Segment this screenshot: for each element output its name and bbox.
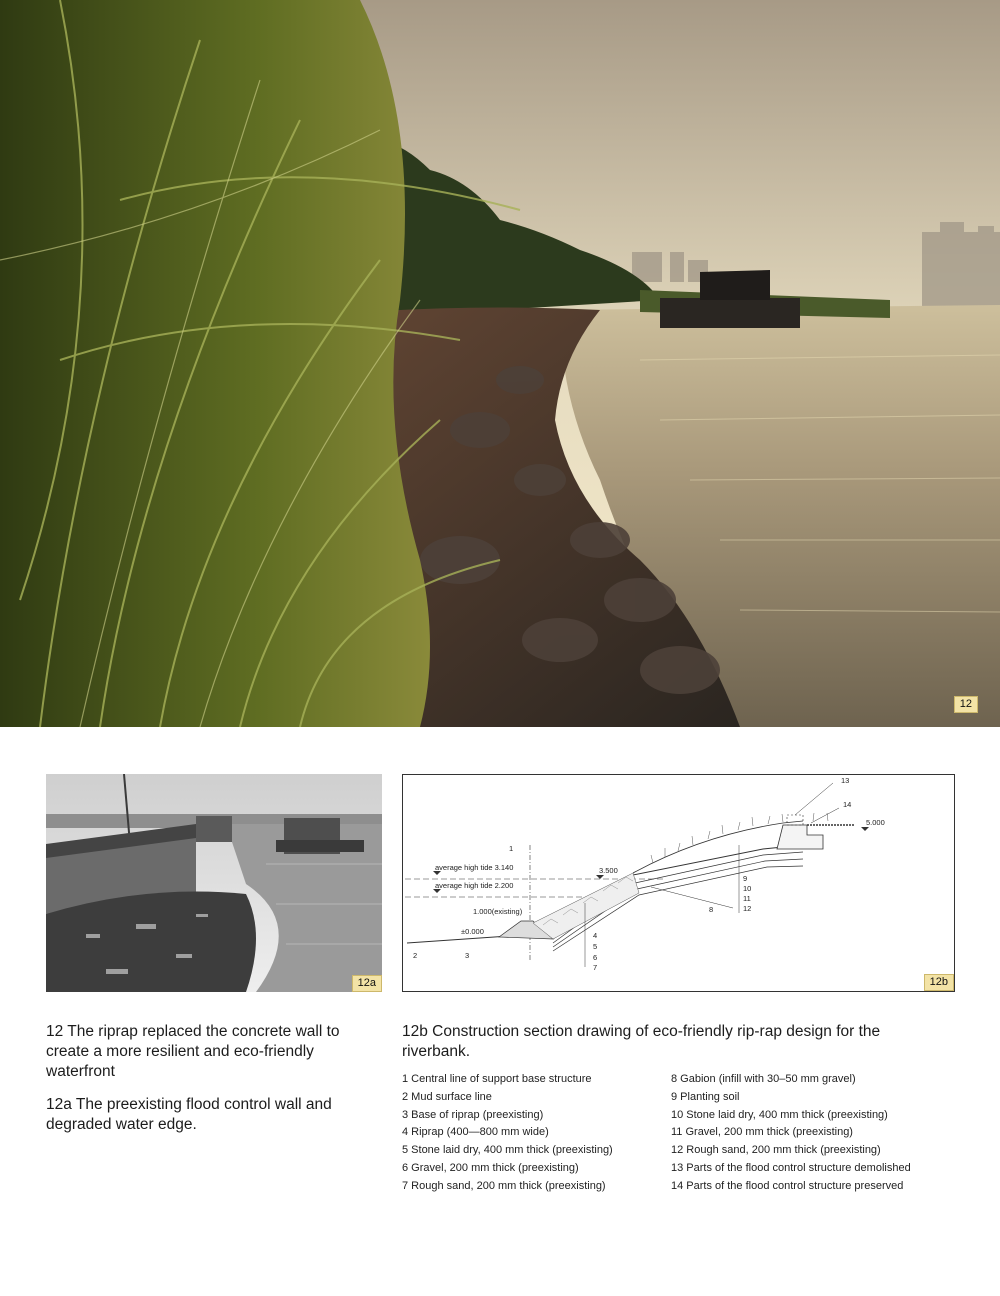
- legend-item: 7 Rough sand, 200 mm thick (preexisting): [402, 1179, 606, 1192]
- figure-tag-12b: 12b: [924, 974, 954, 991]
- drawing-label-5: 5: [593, 942, 598, 951]
- legend-item: 11 Gravel, 200 mm thick (preexisting): [671, 1126, 853, 1139]
- legend-item: 8 Gabion (infill with 30–50 mm gravel): [671, 1073, 856, 1085]
- drawing-label-3: 3: [465, 951, 470, 960]
- legend-item: 9 Planting soil: [671, 1090, 740, 1103]
- figure-tag-12: 12: [954, 696, 978, 713]
- drawing-label-12: 12: [743, 904, 752, 913]
- legend-item: 6 Gravel, 200 mm thick (preexisting): [402, 1161, 579, 1174]
- flood-structure-preserved: [777, 825, 823, 849]
- drawing-label-10: 10: [743, 884, 752, 893]
- caption-12: 12 The riprap replaced the concrete wall to create a more resilient and eco-friendly waterfront: [46, 1023, 340, 1080]
- legend-item: 3 Base of riprap (preexisting): [402, 1108, 544, 1121]
- photo-12a: [46, 774, 382, 992]
- flood-structure-demolished: [787, 815, 803, 825]
- legend-left: [402, 1071, 662, 1196]
- drawing-label-1: 1: [509, 844, 514, 853]
- legend-item: 14 Parts of the flood control structure preserved: [671, 1179, 904, 1192]
- level-crest: 3.500: [599, 866, 618, 875]
- level-zero: ±0.000: [461, 927, 484, 936]
- legend-item: 12 Rough sand, 200 mm thick (preexisting): [671, 1144, 881, 1157]
- level-existing: 1.000(existing): [473, 907, 523, 916]
- level-high-tide-1: average high tide 3.140: [435, 863, 514, 872]
- level-top: 5.000: [866, 818, 885, 827]
- legend-item: 10 Stone laid dry, 400 mm thick (preexisting): [671, 1108, 888, 1121]
- drawing-label-7: 7: [593, 963, 598, 972]
- level-high-tide-2: average high tide 2.200: [435, 881, 514, 890]
- legend-item: 5 Stone laid dry, 400 mm thick (preexisting): [402, 1144, 613, 1157]
- legend-item: 2 Mud surface line: [402, 1090, 492, 1103]
- drawing-label-8: 8: [709, 905, 714, 914]
- drawing-label-6: 6: [593, 953, 598, 962]
- legend-item: 13 Parts of the flood control structure demolished: [671, 1161, 911, 1174]
- section-drawing-12b: [402, 774, 955, 992]
- drawing-label-11: 11: [743, 894, 751, 903]
- legend-right: [671, 1071, 961, 1196]
- flood-wall-photo-illustration: [46, 774, 382, 992]
- caption-12a: 12a The preexisting flood control wall and degraded water edge.: [46, 1096, 332, 1133]
- drawing-label-14: 14: [843, 800, 852, 809]
- figure-tag-12a: 12a: [352, 975, 382, 992]
- drawing-label-2: 2: [413, 951, 418, 960]
- drawing-label-13: 13: [841, 776, 850, 785]
- riprap-section-drawing: [403, 775, 955, 992]
- caption-12b: 12b Construction section drawing of eco-friendly rip-rap design for the riverbank.: [402, 1023, 881, 1060]
- legend-item: 4 Riprap (400—800 mm wide): [402, 1126, 549, 1139]
- legend-item: 1 Central line of support base structure: [402, 1073, 592, 1085]
- drawing-label-9: 9: [743, 874, 748, 883]
- drawing-label-4: 4: [593, 931, 598, 940]
